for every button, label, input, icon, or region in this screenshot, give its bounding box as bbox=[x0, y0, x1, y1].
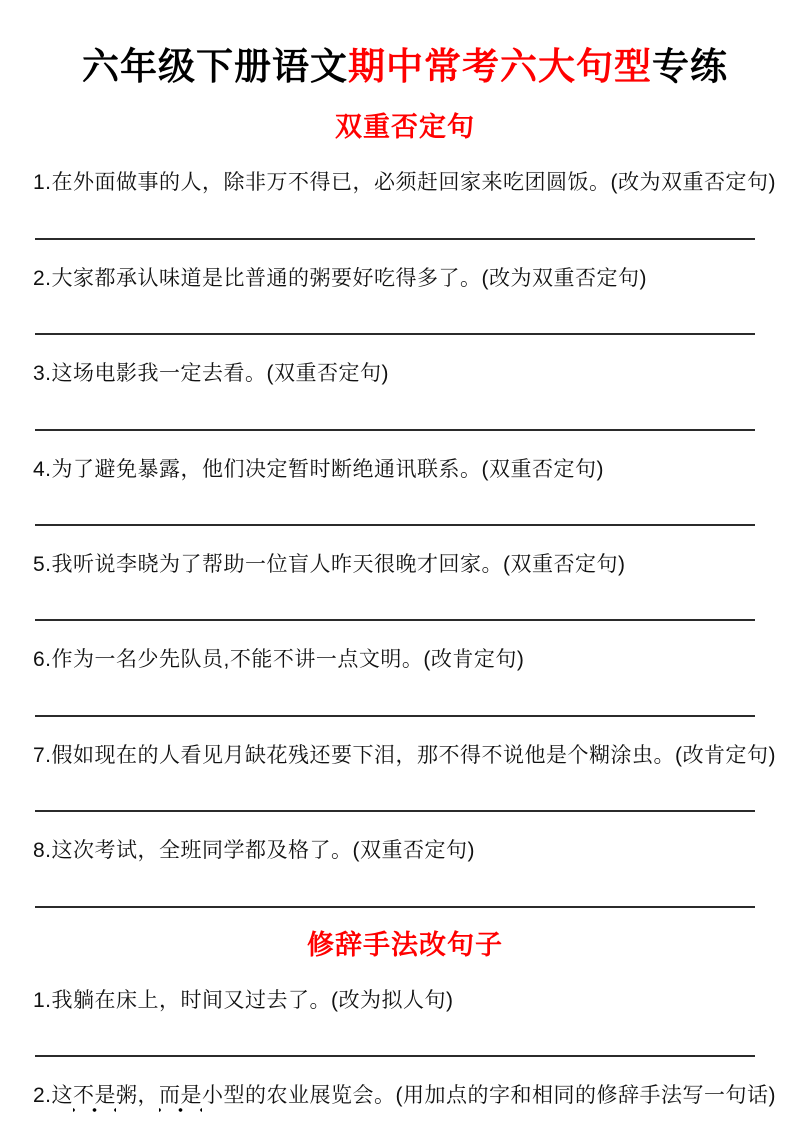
question-6: 6.作为一名少先队员,不能不讲一点文明。(改肯定句) bbox=[33, 648, 525, 672]
answer-line-5 bbox=[35, 619, 755, 621]
rhetoric-question-2 bbox=[33, 1081, 777, 1111]
rhetoric-question-1: 1.我躺在床上，时间又过去了。(改为拟人句) bbox=[33, 988, 454, 1012]
question-1: 1.在外面做事的人，除非万不得已，必须赶回家来吃团圆饭。(改为双重否定句) bbox=[33, 171, 776, 195]
question-7: 7.假如现在的人看见月缺花残还要下泪，那不得不说他是个糊涂虫。(改肯定句) bbox=[33, 743, 776, 767]
q2-part-emphasized: 而是 bbox=[159, 1084, 202, 1113]
section-heading-rhetoric: 修辞手法改句子 bbox=[307, 929, 503, 960]
q2-part-plain: 粥， bbox=[116, 1084, 160, 1108]
answer-line-1 bbox=[35, 238, 755, 240]
title-part-red: 期中常考六大句型 bbox=[348, 46, 652, 87]
answer-line-7 bbox=[35, 810, 755, 812]
answer-line-9 bbox=[35, 1055, 755, 1057]
title-part-black-2: 专练 bbox=[652, 46, 728, 87]
q2-part-emphasized: 不是 bbox=[73, 1084, 116, 1113]
question-5: 5.我听说李晓为了帮助一位盲人昨天很晚才回家。(双重否定句) bbox=[33, 553, 626, 576]
page-title bbox=[43, 44, 767, 90]
answer-line-2 bbox=[35, 333, 755, 335]
q2-part-plain: 2.这 bbox=[33, 1084, 74, 1108]
answer-line-8 bbox=[35, 906, 755, 908]
title-part-black-1: 六年级下册语文 bbox=[82, 46, 348, 87]
question-4: 4.为了避免暴露，他们决定暂时断绝通讯联系。(双重否定句) bbox=[33, 457, 604, 481]
question-3: 3.这场电影我一定去看。(双重否定句) bbox=[33, 362, 389, 386]
answer-line-6 bbox=[35, 715, 755, 717]
question-2: 2.大家都承认味道是比普通的粥要好吃得多了。(改为双重否定句) bbox=[33, 266, 647, 290]
section-heading-double-negative: 双重否定句 bbox=[335, 112, 475, 143]
answer-line-3 bbox=[35, 429, 755, 431]
question-8: 8.这次考试，全班同学都及格了。(双重否定句) bbox=[33, 839, 475, 863]
q2-part-plain: 小型的农业展览会。(用加点的字和相同的修辞手法写一句话) bbox=[202, 1084, 776, 1108]
answer-line-4 bbox=[35, 524, 755, 526]
